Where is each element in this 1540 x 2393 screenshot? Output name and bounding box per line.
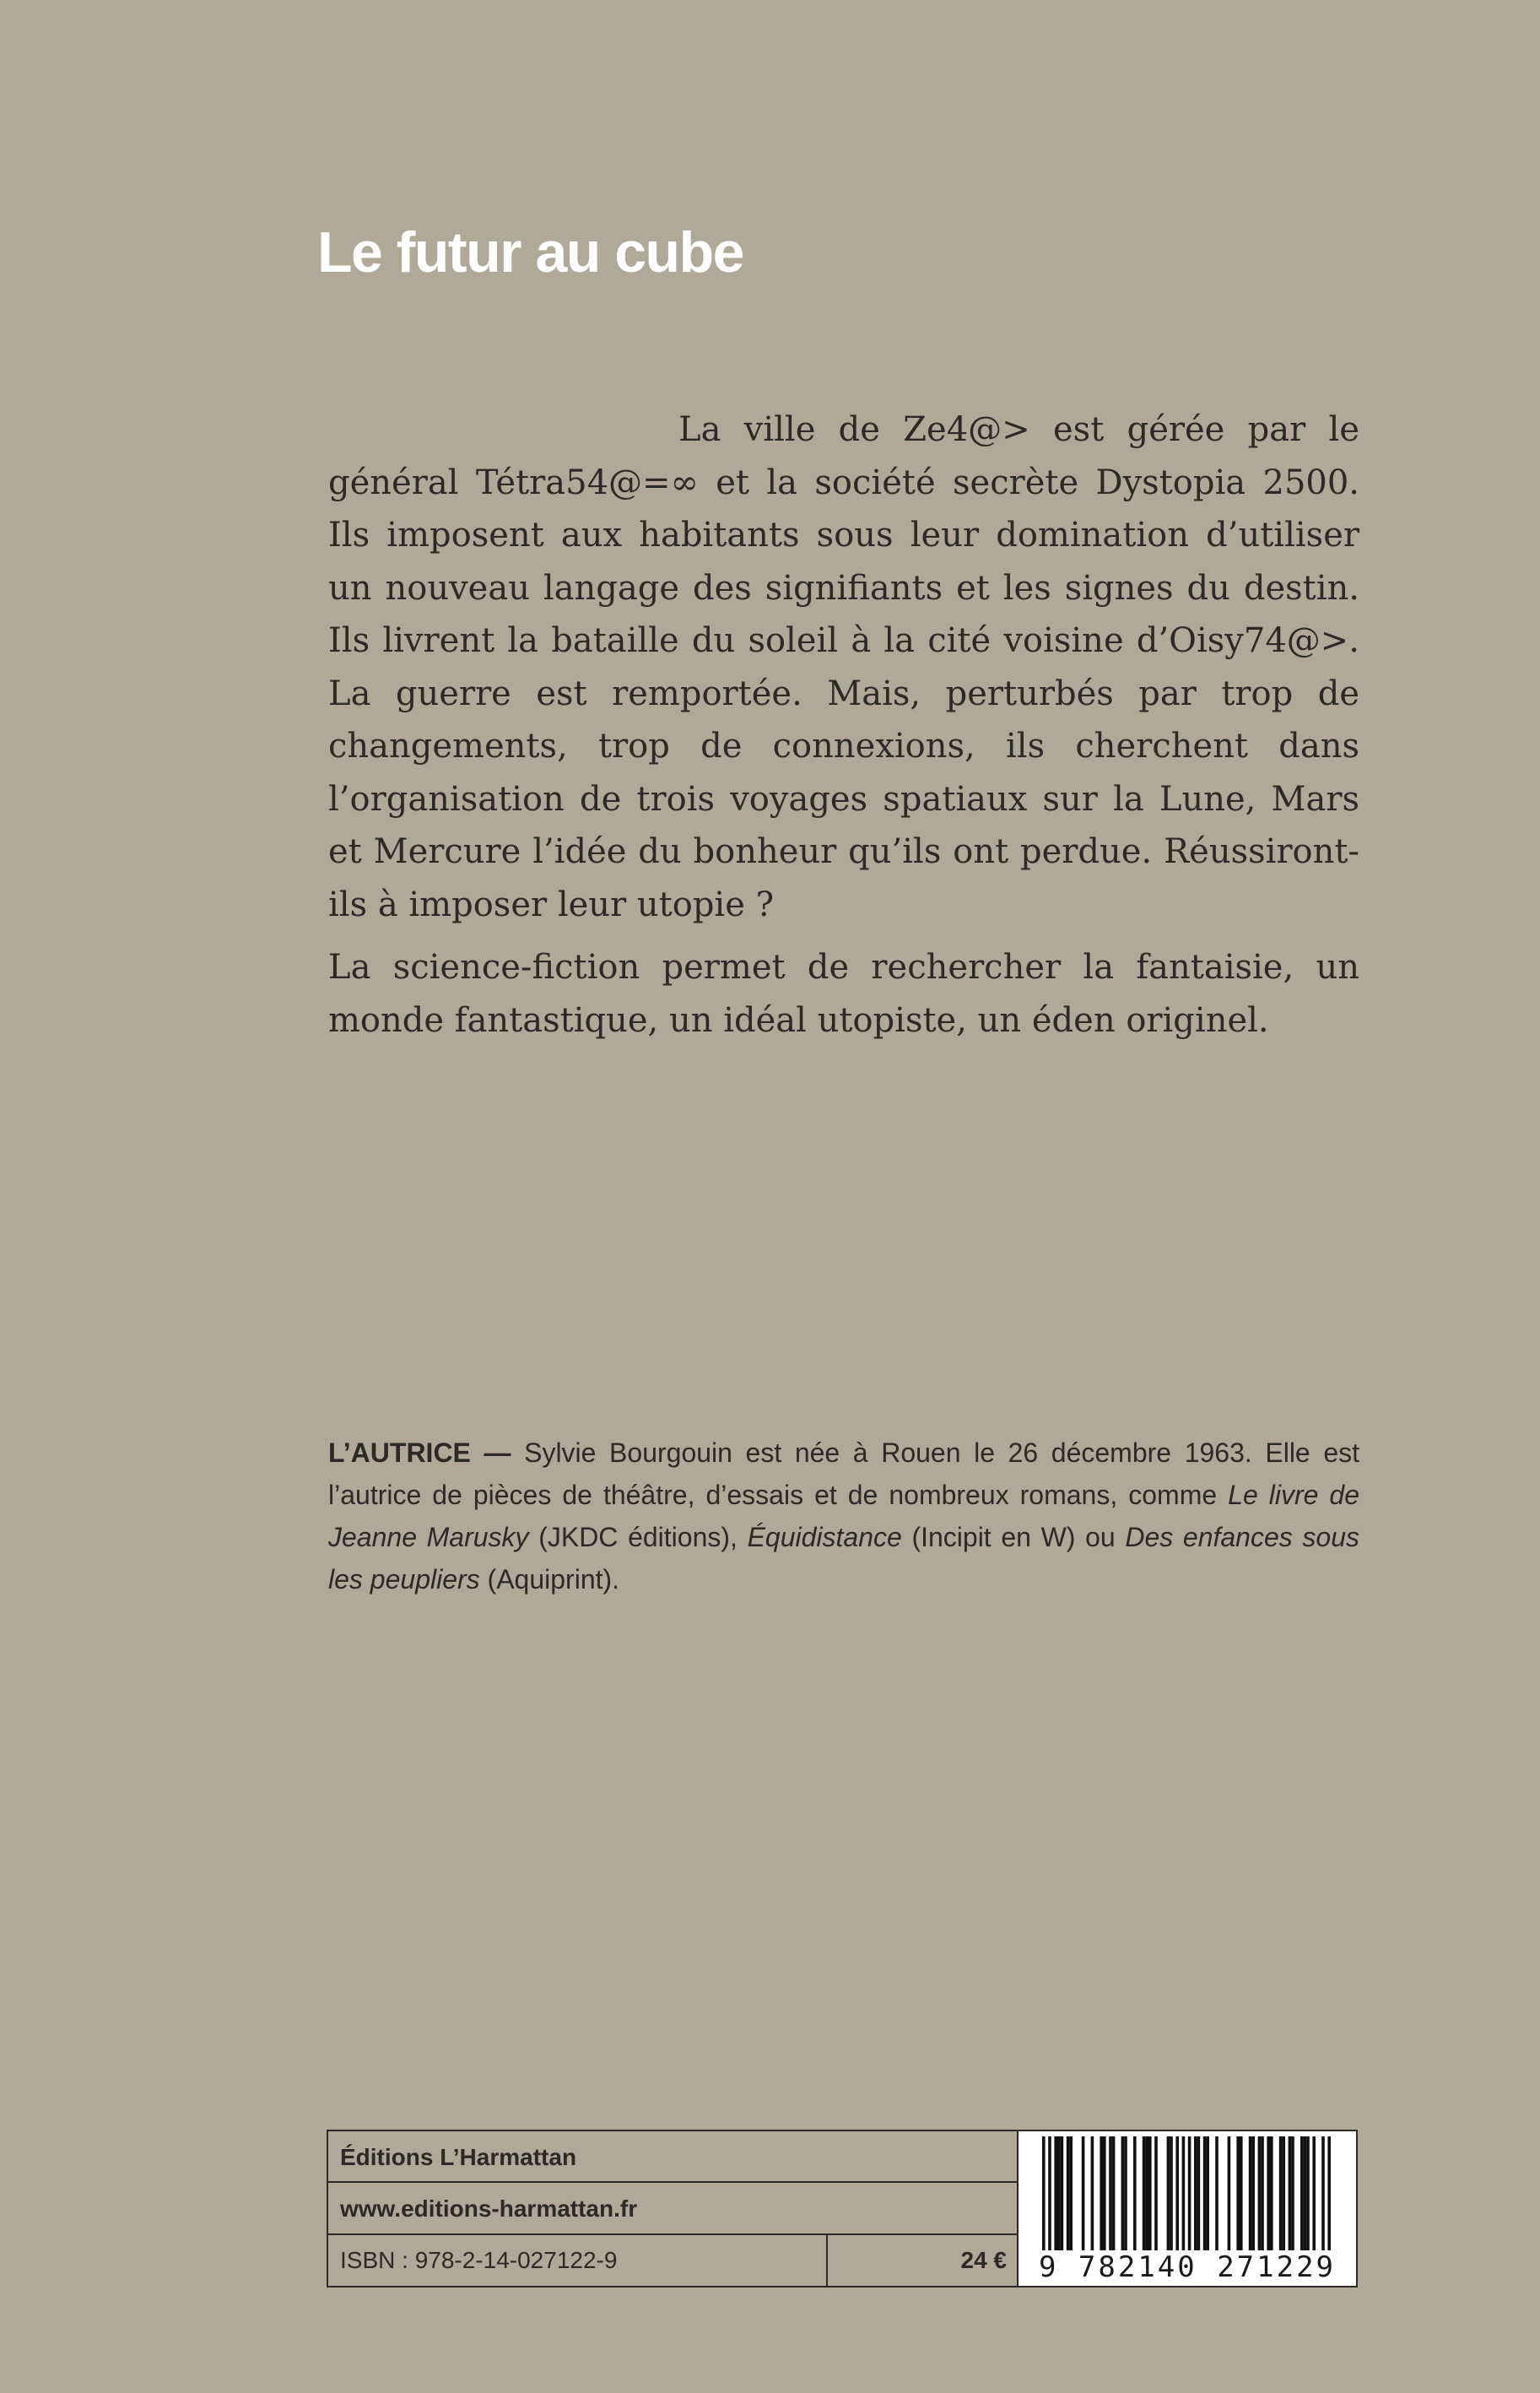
barcode-bar [1206,2136,1209,2251]
synopsis-paragraph: La ville de Ze4@> est gérée par le général Tétra54@=∞ et la société secrète Dystopia 2500. Ils imposent aux habitants sous leur domination d’utiliser un nouveau langage des signifiants et les signes du destin. Ils livrent la bataille du soleil à la cité voisine d’Oisy74@>. La guerre est remportée. Mais, perturbés par trop de changements, trop de connexions, ils cherchent dans l’organisation de trois voyages spatiaux sur la Lune, Mars et Mercure l’idée du bonheur qu’ils ont perdue. Réussiront-ils à imposer leur utopie ? [328,410,1359,924]
barcode-bar [1091,2136,1094,2251]
barcode-bar [1175,2136,1179,2251]
barcode-bar [1197,2136,1201,2251]
barcode-bar [1112,2136,1116,2251]
publisher-info [328,2131,1017,2286]
work-title: Le livre de Jeanne Marusky [328,1480,1360,1552]
barcode-bar [1267,2136,1270,2251]
work-title: Des enfances sous les peupliers [328,1522,1360,1594]
barcode-bar [1203,2136,1207,2251]
barcode-digits: 9 782140 271229 [1019,2250,1356,2284]
barcode-bar [1289,2136,1292,2251]
author-label: L’AUTRICE [328,1437,471,1468]
barcode-bar [1240,2136,1243,2251]
barcode-bar [1133,2136,1137,2251]
barcode-bar [1291,2136,1294,2251]
barcode-bar [1279,2136,1283,2251]
barcode-bar [1270,2136,1273,2251]
barcode-bar [1148,2136,1152,2251]
author-bio-text: Sylvie Bourgouin est née à Rouen le 26 décembre 1963. Elle est l’autrice de pièces de théâtre, d’essais et de nombreux romans, comme [328,1437,1360,1510]
barcode-bar [1145,2136,1148,2251]
barcode-bar [1261,2136,1264,2251]
author-bio-text: (Incipit en W) ou [901,1522,1126,1552]
barcode-bar [1069,2136,1073,2251]
barcode-bar [1236,2136,1240,2251]
barcode-bar [1282,2136,1285,2251]
isbn: ISBN : 978-2-14-027122-9 [328,2235,828,2286]
barcode-bar [1124,2136,1127,2251]
barcode-bar [1121,2136,1125,2251]
barcode-bar [1194,2136,1197,2251]
barcode-bar [1304,2136,1307,2251]
barcode-bar [1082,2136,1085,2251]
publisher-name: Éditions L’Harmattan [328,2131,1017,2183]
barcode-bar [1251,2136,1255,2251]
barcode-bar [1143,2136,1146,2251]
barcode-bar [1170,2136,1173,2251]
barcode-bar [1100,2136,1103,2251]
barcode-bar [1258,2136,1262,2251]
author-bio-text: (Aquiprint). [479,1564,620,1594]
synopsis [328,403,1359,1047]
barcode-bar [1228,2136,1231,2251]
barcode-bar [1300,2136,1304,2251]
barcode-bar [1067,2136,1070,2251]
barcode-bar [1249,2136,1252,2251]
barcode-bar [1306,2136,1310,2251]
barcode-bar [1109,2136,1112,2251]
barcode-bar [1215,2136,1218,2251]
barcode-bar [1057,2136,1061,2251]
author-dash: — [470,1437,525,1468]
author-bio [328,1432,1359,1600]
author-bio-text: (JKDC éditions), [528,1522,748,1552]
work-title: Équidistance [747,1522,902,1552]
barcode-bar [1167,2136,1170,2251]
barcode-bar [1312,2136,1316,2251]
barcode [1017,2131,1356,2286]
publisher-box [327,2130,1358,2287]
synopsis-paragraph: La science-fiction permet de rechercher la fantaisie, un monde fantastique, un idéal utopiste, un éden originel. [328,948,1359,1040]
barcode-bar [1103,2136,1106,2251]
barcode-bar [1154,2136,1158,2251]
publisher-website[interactable]: www.editions-harmattan.fr [328,2183,1017,2235]
price: 24 € [960,2247,1007,2273]
barcode-bar [1061,2136,1064,2251]
barcode-bar [1054,2136,1057,2251]
book-title: Le futur au cube [317,220,743,284]
